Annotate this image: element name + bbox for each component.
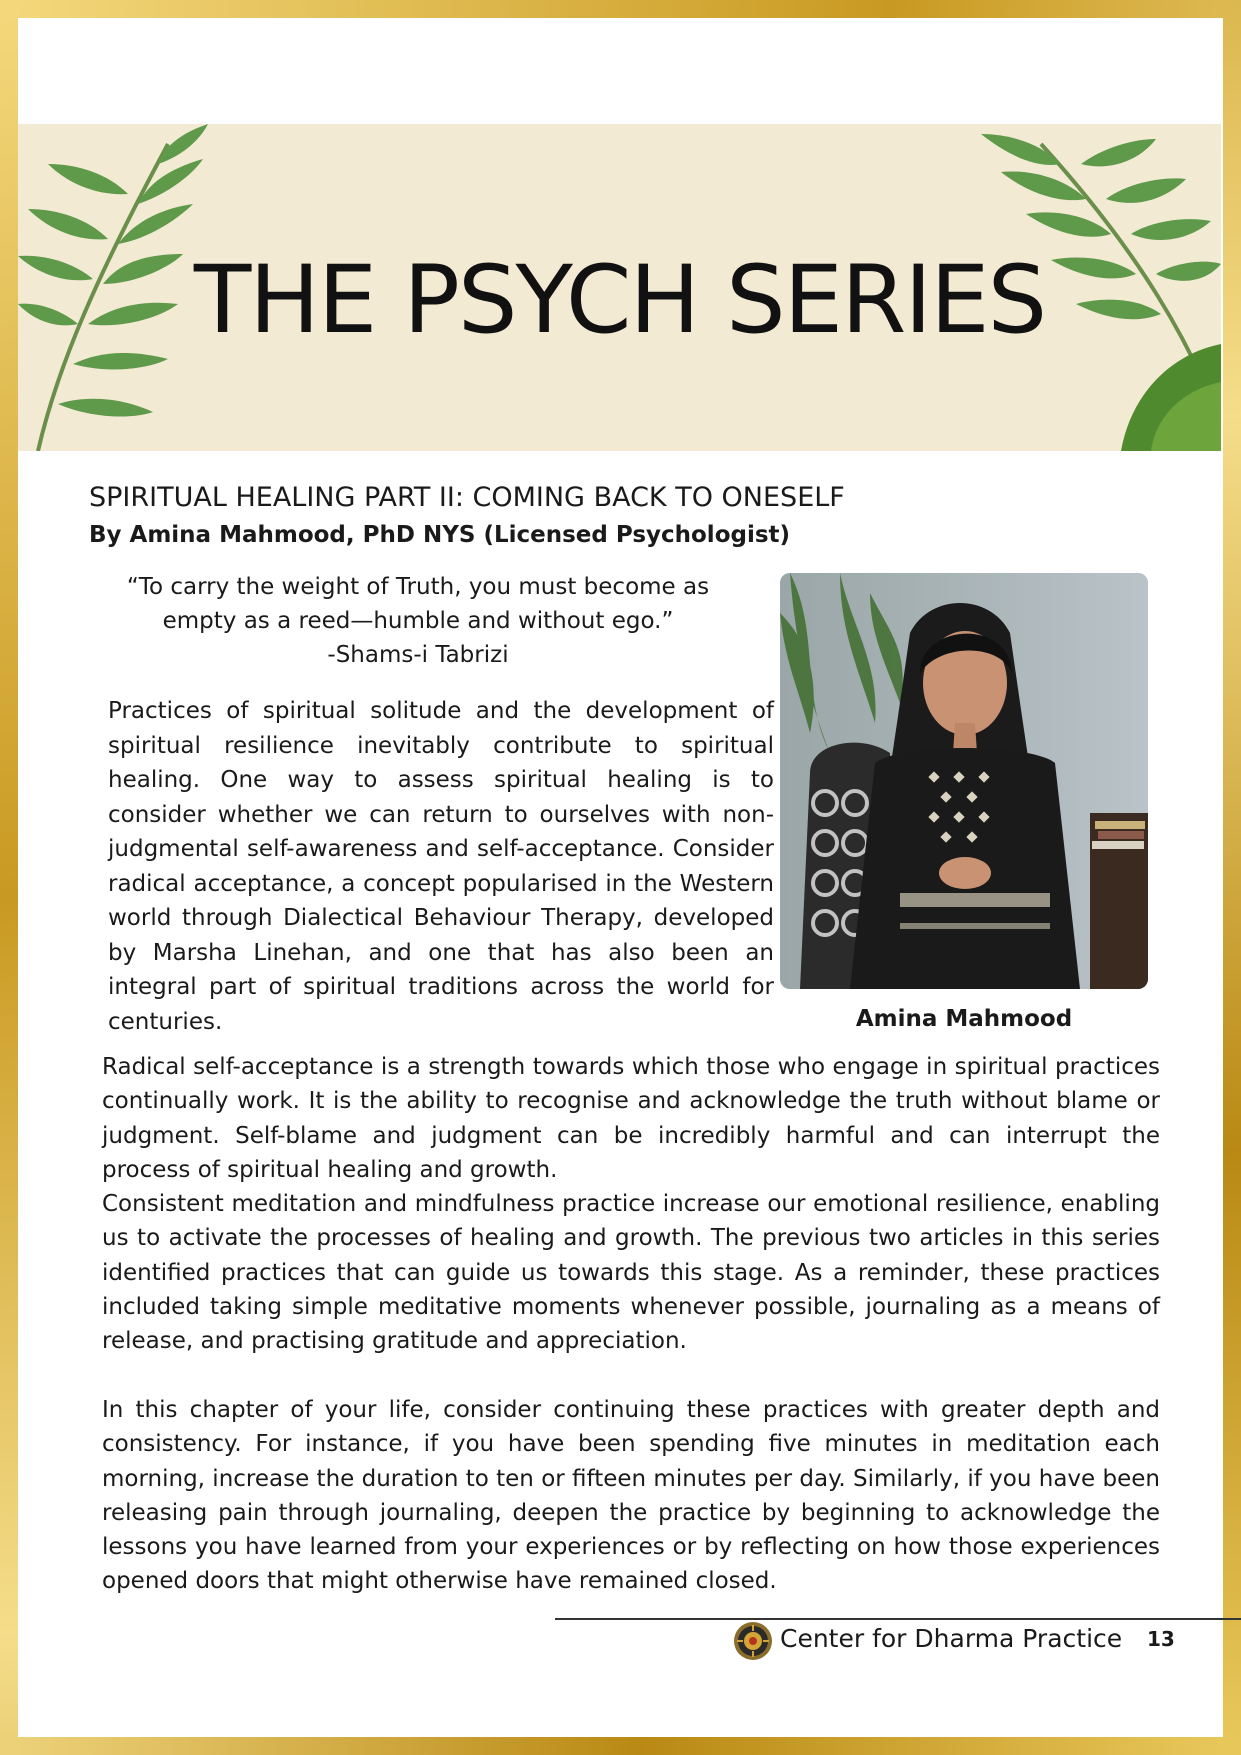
body-paragraph: Radical self-acceptance is a strength towards which those who engage in spiritual practices continually work. It is the ability to recognise and acknowledge the truth without blame or judgment. Self-blame and judgment can be incredibly harmful and can interrupt the process of spiritual healing and growth. bbox=[102, 1054, 1160, 1183]
opening-quote bbox=[98, 570, 738, 672]
body-paragraph: Practices of spiritual solitude and the development of spiritual resilience inevitably contribute to spiritual healing. One way to assess spiritual healing is to consider whether we can return to ourselves with non-judgmental self-awareness and self-acceptance. Consider radical acceptance, a concept popularised in the Western world through Dialectical Behaviour Therapy, developed by Marsha Linehan, and one that has also been an integral part of spiritual traditions across the world for centuries. bbox=[108, 698, 774, 1035]
footer-organization: Center for Dharma Practice bbox=[780, 1624, 1123, 1653]
author-portrait-image bbox=[780, 573, 1148, 989]
author-byline: By Amina Mahmood, PhD NYS (Licensed Psychologist) bbox=[89, 522, 791, 548]
quote-author: -Shams-i Tabrizi bbox=[327, 642, 509, 668]
author-photo bbox=[780, 573, 1148, 989]
photo-caption: Amina Mahmood bbox=[855, 1006, 1073, 1032]
body-paragraph: In this chapter of your life, consider continuing these practices with greater depth and consistency. For instance, if you have been spending five minutes in meditation each morning, increase the duration to ten or fifteen minutes per day. Similarly, if you have been releasing pain through journaling, deepen the practice by beginning to acknowledge the lessons you have learned from your experiences or by reflecting on how those experiences opened doors that might otherwise have remained closed. bbox=[102, 1397, 1160, 1595]
page-number: 13 bbox=[1147, 1627, 1175, 1651]
dharma-center-logo-icon bbox=[733, 1621, 773, 1661]
footer-divider bbox=[555, 1618, 1241, 1620]
quote-line: “To carry the weight of Truth, you must become as bbox=[126, 574, 710, 600]
quote-line: empty as a reed—humble and without ego.” bbox=[162, 608, 674, 634]
series-title: THE PSYCH SERIES bbox=[193, 246, 1046, 355]
article-title: SPIRITUAL HEALING PART II: COMING BACK TO ONESELF bbox=[89, 482, 845, 513]
header-banner bbox=[18, 124, 1221, 451]
body-paragraph: Consistent meditation and mindfulness practice increase our emotional resilience, enabling us to activate the processes of healing and growth. The previous two articles in this series identified practices that can guide us towards this stage. As a reminder, these practices included taking simple meditative moments whenever possible, journaling as a means of release, and practising gratitude and appreciation. bbox=[102, 1191, 1160, 1355]
